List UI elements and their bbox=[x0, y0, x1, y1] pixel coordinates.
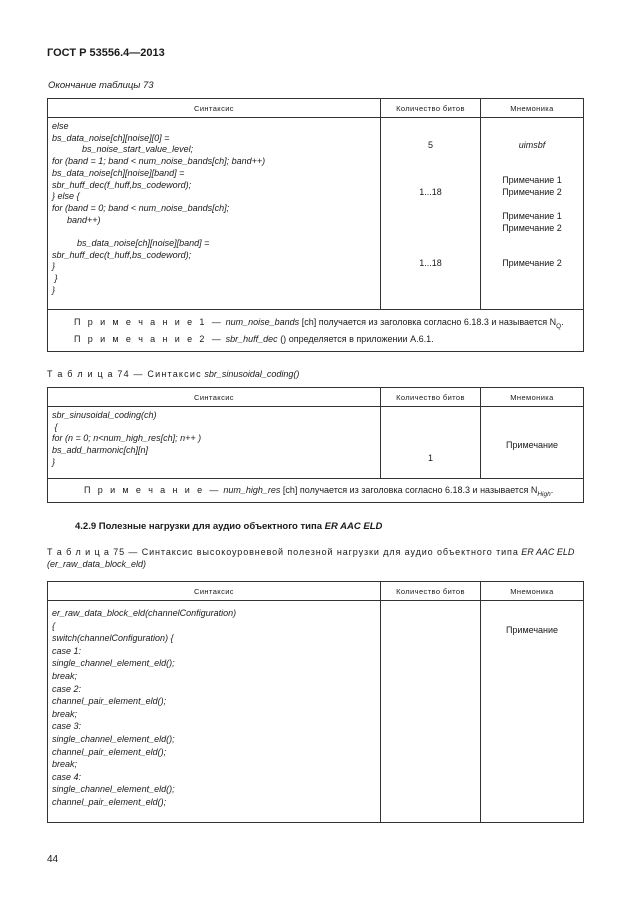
table-74-body-row bbox=[48, 407, 584, 479]
table-74-note: П р и м е ч а н и е — num_high_res [ch] получается из заголовка согласно 6.18.3 и называется $N_{High}$. bbox=[48, 479, 584, 503]
table-73-note-2: П р и м е ч а н и е 2 — sbr_huff_dec () определяется в приложении А.6.1. bbox=[74, 333, 434, 344]
table-74-header-row bbox=[48, 388, 584, 407]
bits-value: 1 bbox=[427, 453, 433, 463]
col-bits: Количество битов bbox=[381, 99, 481, 118]
table-75-bits-cell bbox=[381, 601, 481, 823]
table-73-continuation-caption: Окончание таблицы 73 bbox=[48, 80, 154, 91]
mnemonic-value: Примечание 1 bbox=[502, 175, 562, 185]
table-73-notes bbox=[48, 310, 584, 352]
col-syntax: Синтаксис bbox=[48, 582, 381, 601]
col-bits: Количество битов bbox=[381, 388, 481, 407]
table-74-caption: Т а б л и ц а 74 — Синтаксис sbr_sinusoidal_coding() bbox=[47, 369, 300, 379]
table-74-syntax-code: sbr_sinusoidal_coding(ch) { for (n = 0; n<num_high_res[ch]; n++ ) bs_add_harmonic[ch][n] } bbox=[48, 407, 381, 479]
col-mnemonic: Мнемоника bbox=[481, 582, 584, 601]
col-syntax: Синтаксис bbox=[48, 99, 381, 118]
mnemonic-value: Примечание 2 bbox=[502, 258, 562, 268]
table-73-body-row bbox=[48, 118, 584, 310]
document-id: ГОСТ Р 53556.4—2013 bbox=[47, 47, 165, 59]
mnemonic-value: uimsbf bbox=[518, 140, 546, 150]
mnemonic-value: Примечание 2 bbox=[502, 223, 562, 233]
table-73-notes-row bbox=[48, 310, 584, 352]
mnemonic-value: Примечание bbox=[505, 625, 559, 635]
bits-value: 1...18 bbox=[419, 187, 442, 197]
table-75-syntax-code: er_raw_data_block_eld(channelConfiguration) { switch(channelConfiguration) { case 1: single_channel_element_eld(); break; case 2: channel_pair_element_eld(); break; case 3: single_channel_element_eld(); channel_pair_element_eld(); break; case 4: single_channel_element_eld(); channel_pair_element_eld(); bbox=[48, 601, 381, 823]
col-mnemonic: Мнемоника bbox=[481, 388, 584, 407]
table-74-notes-row bbox=[48, 479, 584, 503]
table-74 bbox=[47, 387, 584, 503]
mnemonic-value: Примечание 2 bbox=[502, 187, 562, 197]
table-75-header-row bbox=[48, 582, 584, 601]
table-75-mnemonic-cell bbox=[481, 601, 584, 823]
mnemonic-value: Примечание bbox=[505, 440, 559, 450]
col-bits: Количество битов bbox=[381, 582, 481, 601]
table-73-bits-cell bbox=[381, 118, 481, 310]
table-75 bbox=[47, 581, 584, 823]
page-number: 44 bbox=[47, 854, 59, 865]
col-mnemonic: Мнемоника bbox=[481, 99, 584, 118]
table-74-mnemonic-cell bbox=[481, 407, 584, 479]
table-73 bbox=[47, 98, 584, 352]
col-syntax: Синтаксис bbox=[48, 388, 381, 407]
section-heading: 4.2.9 Полезные нагрузки для аудио объектного типа ER AAC ELD bbox=[75, 521, 383, 532]
bits-value: 5 bbox=[427, 140, 433, 150]
table-74-bits-cell bbox=[381, 407, 481, 479]
table-73-mnemonic-cell bbox=[481, 118, 584, 310]
table-73-header-row bbox=[48, 99, 584, 118]
table-73-note-1: П р и м е ч а н и е 1 — num_noise_bands [ch] получается из заголовка согласно 6.18.3 и называется $N_Q$. bbox=[74, 317, 564, 330]
table-75-body-row bbox=[48, 601, 584, 823]
table-75-caption: Т а б л и ц а 75 — Синтаксис высокоуровневой полезной нагрузки для аудио объектного типа ER AAC ELD (er_raw_data_block_eld) bbox=[47, 547, 575, 569]
table-73-syntax-code: else bs_data_noise[ch][noise][0] = bs_noise_start_value_level; for (band = 1; band < num_noise_bands[ch]; band++) bs_data_noise[ch][noise][band] = sbr_huff_dec(f_huff,bs_codeword); } else { for (band = 0; band < num_noise_bands[ch]; band++) bs_data_noise[ch][noise][band] = sbr_huff_dec(t_huff,bs_codeword); } } } bbox=[48, 118, 381, 310]
mnemonic-value: Примечание 1 bbox=[502, 211, 562, 221]
bits-value: 1...18 bbox=[419, 258, 442, 268]
